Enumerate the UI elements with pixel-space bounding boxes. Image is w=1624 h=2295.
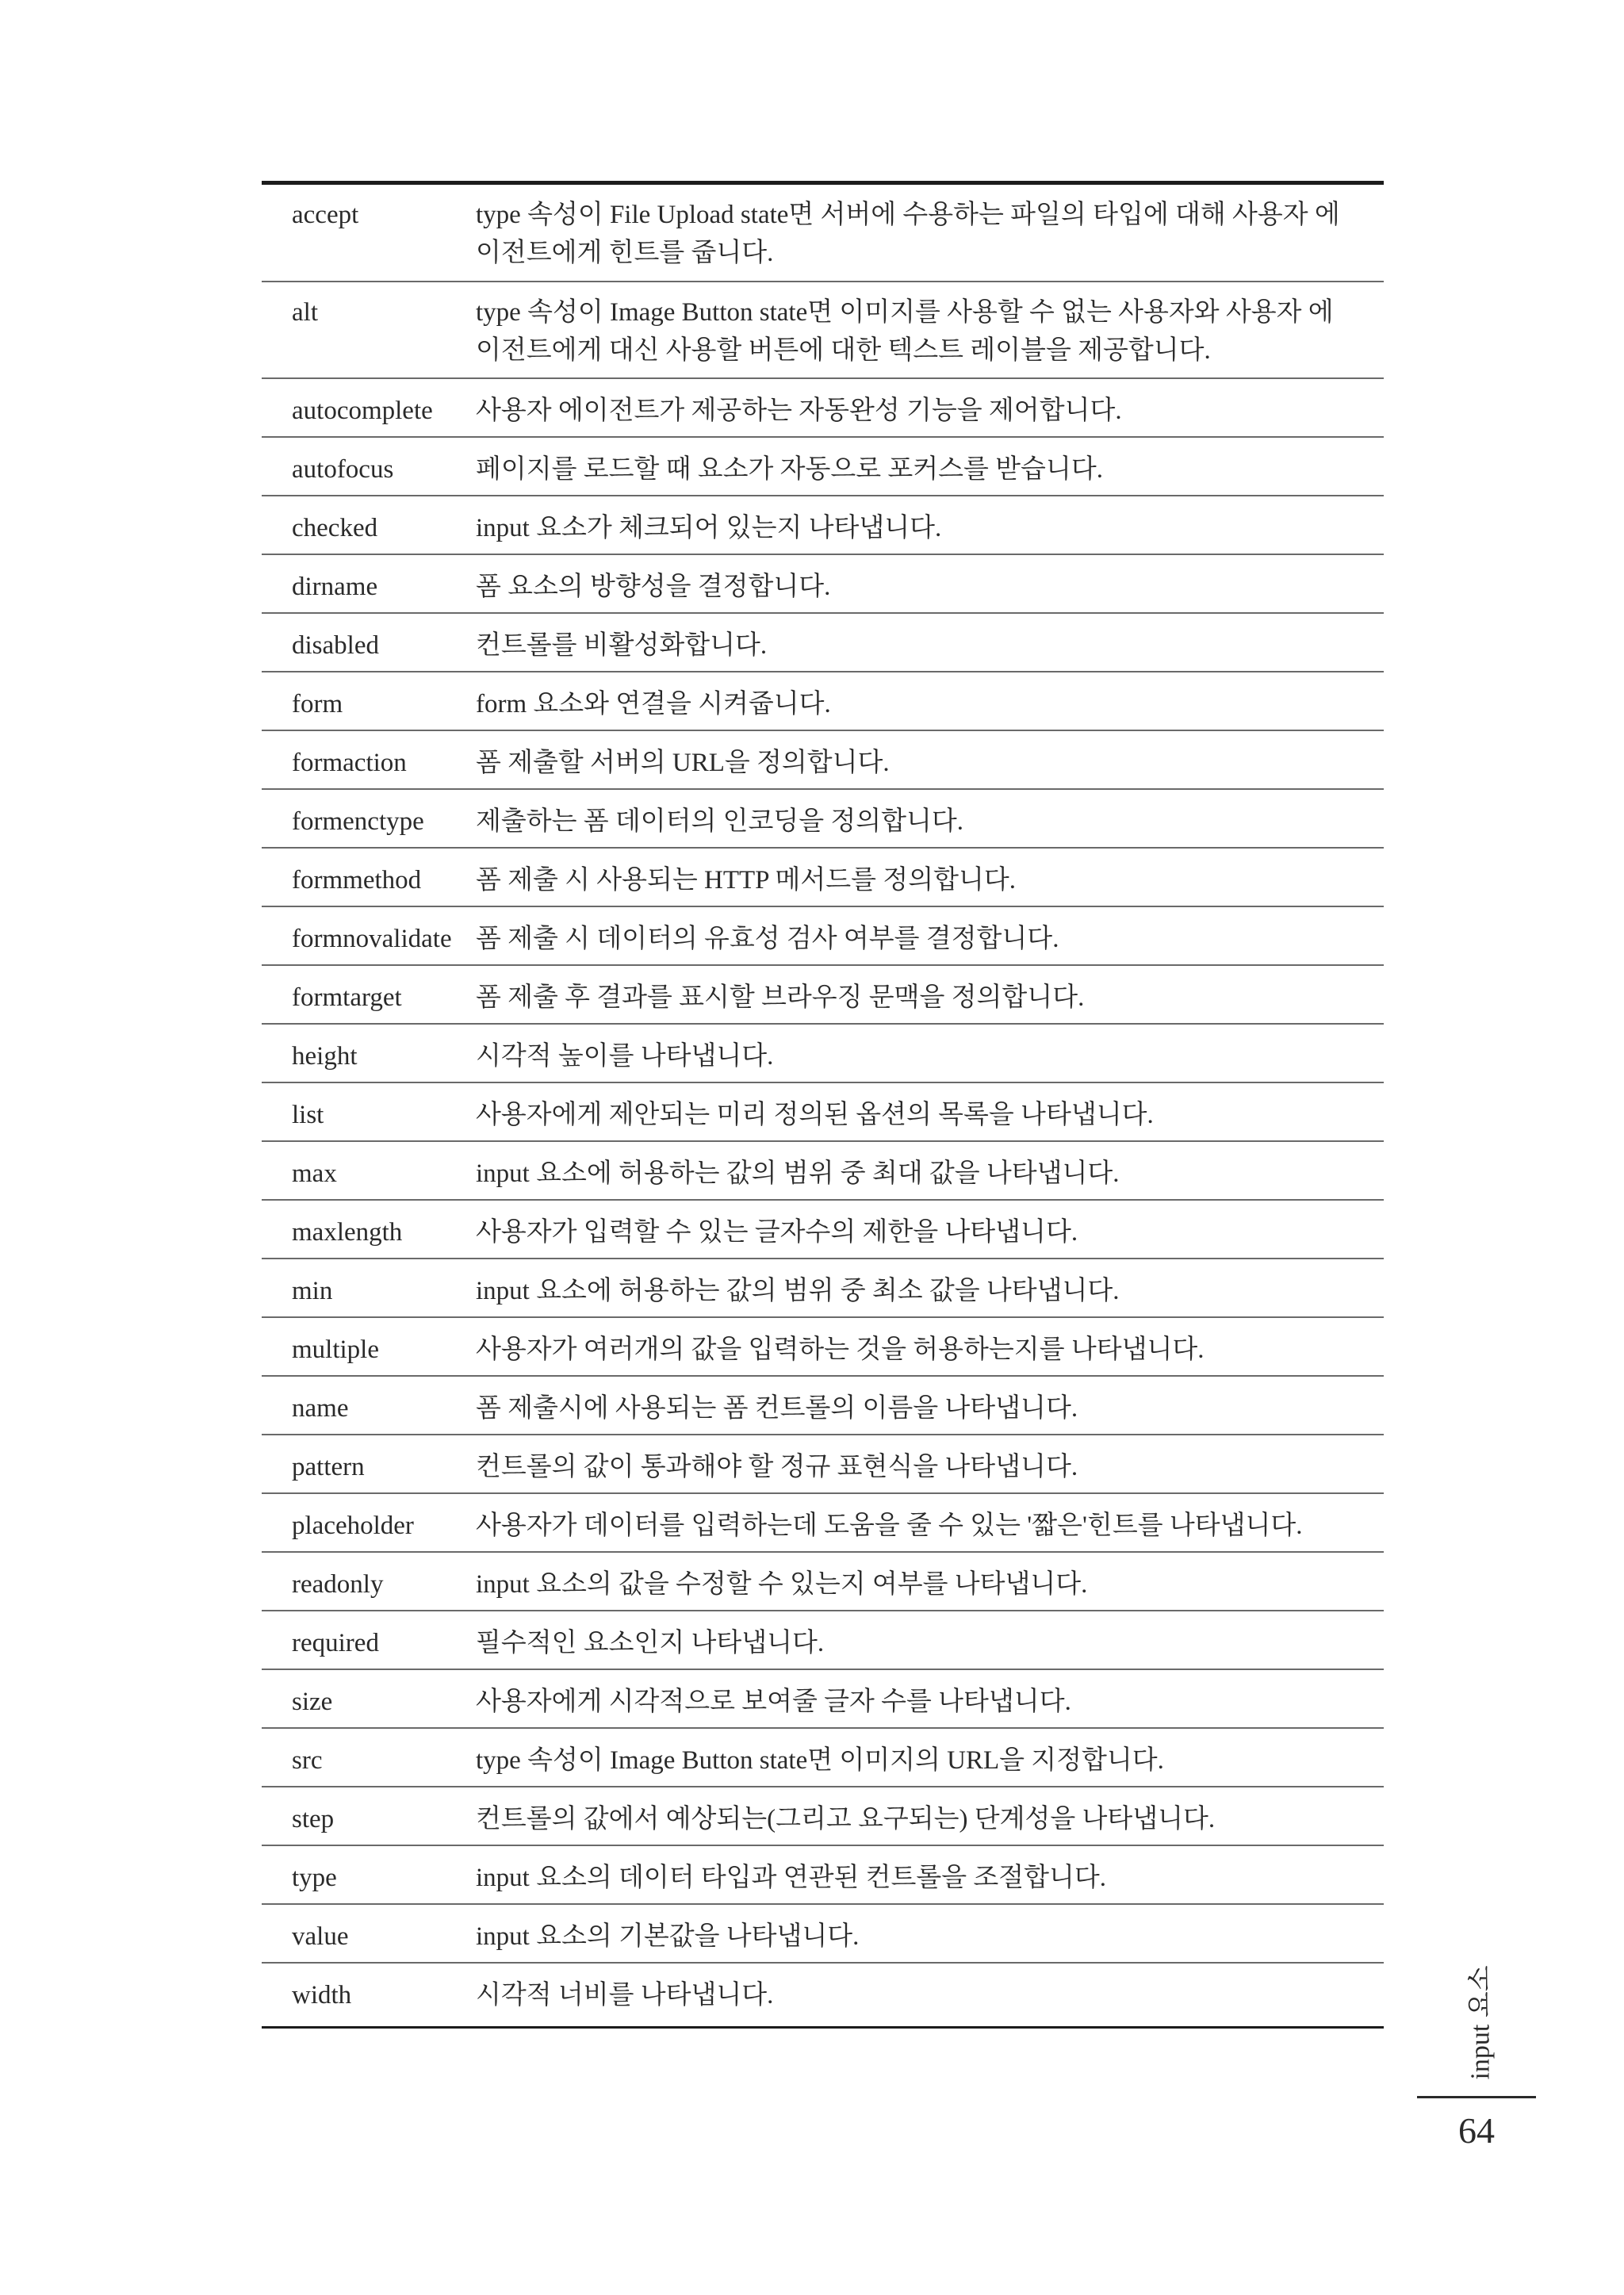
- attribute-name: autofocus: [292, 455, 394, 484]
- attribute-name: name: [292, 1394, 349, 1423]
- attribute-description: input 요소의 기본값을 나타냅니다.: [476, 1922, 860, 1951]
- attribute-description: input 요소의 값을 수정할 수 있는지 여부를 나타냅니다.: [476, 1570, 1088, 1599]
- table-row: [262, 1728, 1384, 1787]
- table-row: [262, 1376, 1384, 1435]
- table-row: [262, 1317, 1384, 1376]
- attribute-description: type 속성이 Image Button state면 이미지의 URL을 지정합니다.: [476, 1746, 1164, 1775]
- attribute-description: input 요소가 체크되어 있는지 나타냅니다.: [476, 514, 942, 542]
- table-row: [262, 1024, 1384, 1082]
- attribute-name: autocomplete: [292, 397, 433, 425]
- section-side-label: [1442, 1951, 1513, 2094]
- attribute-name: formmethod: [292, 866, 422, 895]
- attribute-description: 폼 요소의 방향성을 결정합니다.: [476, 573, 831, 601]
- attribute-name: min: [292, 1277, 333, 1305]
- attribute-name: value: [292, 1922, 349, 1951]
- attribute-name: step: [292, 1805, 335, 1833]
- attribute-name: width: [292, 1981, 352, 2010]
- attribute-description: 필수적인 요소인지 나타냅니다.: [476, 1629, 825, 1657]
- attribute-description: 컨트롤의 값에서 예상되는(그리고 요구되는) 단계성을 나타냅니다.: [476, 1805, 1216, 1833]
- attribute-name: size: [292, 1688, 333, 1716]
- attribute-description: 사용자가 여러개의 값을 입력하는 것을 허용하는지를 나타냅니다.: [476, 1335, 1205, 1364]
- table-row: [262, 789, 1384, 848]
- attribute-description: 사용자가 입력할 수 있는 글자수의 제한을 나타냅니다.: [476, 1218, 1078, 1247]
- table-row: [262, 554, 1384, 613]
- table-row: [262, 613, 1384, 672]
- attribute-description: 사용자가 데이터를 입력하는데 도움을 줄 수 있는 '짧은'힌트를 나타냅니다.: [476, 1511, 1303, 1540]
- attribute-name: max: [292, 1159, 337, 1188]
- table-row: [262, 1845, 1384, 1904]
- attribute-description: 시각적 너비를 나타냅니다.: [476, 1981, 774, 2010]
- table-row: [262, 1493, 1384, 1552]
- attribute-name: dirname: [292, 573, 378, 601]
- attribute-table-container: [262, 181, 1384, 2029]
- attribute-description: 컨트롤의 값이 통과해야 할 정규 표현식을 나타냅니다.: [476, 1453, 1078, 1481]
- attribute-table: [262, 185, 1384, 2026]
- attribute-name: list: [292, 1101, 324, 1129]
- attribute-description: 페이지를 로드할 때 요소가 자동으로 포커스를 받습니다.: [476, 455, 1103, 484]
- attribute-description: type 속성이 Image Button state면 이미지를 사용할 수 없는 사용자와 사용자 에이전트에게 대신 사용할 버튼에 대한 텍스트 레이블을 제공합니다.: [476, 298, 1334, 365]
- attribute-description: 폼 제출시에 사용되는 폼 컨트롤의 이름을 나타냅니다.: [476, 1394, 1078, 1423]
- attribute-description: 폼 제출 시 데이터의 유효성 검사 여부를 결정합니다.: [476, 925, 1059, 953]
- table-row: [262, 1611, 1384, 1669]
- page-number-rule: [1417, 2096, 1536, 2098]
- table-row: [262, 1435, 1384, 1493]
- attribute-name: alt: [292, 298, 318, 327]
- attribute-name: type: [292, 1864, 337, 1892]
- attribute-name: pattern: [292, 1453, 365, 1481]
- attribute-name: accept: [292, 201, 359, 229]
- attribute-name: placeholder: [292, 1511, 414, 1540]
- attribute-name: disabled: [292, 631, 379, 660]
- table-row: [262, 378, 1384, 437]
- attribute-description: 폼 제출 시 사용되는 HTTP 메서드를 정의합니다.: [476, 866, 1016, 895]
- table-row: [262, 496, 1384, 554]
- attribute-name: formenctype: [292, 807, 424, 836]
- attribute-description: 컨트롤를 비활성화합니다.: [476, 631, 768, 660]
- table-row: [262, 185, 1384, 282]
- table-row: [262, 1200, 1384, 1259]
- section-label-text: input 요소: [1465, 1964, 1496, 2080]
- attribute-name: formaction: [292, 749, 407, 777]
- table-row: [262, 1552, 1384, 1611]
- attribute-name: formnovalidate: [292, 925, 452, 953]
- attribute-description: 제출하는 폼 데이터의 인코딩을 정의합니다.: [476, 807, 964, 836]
- table-row: [262, 1141, 1384, 1200]
- attribute-name: readonly: [292, 1570, 384, 1599]
- attribute-description: 사용자 에이전트가 제공하는 자동완성 기능을 제어합니다.: [476, 397, 1122, 425]
- table-row: [262, 282, 1384, 378]
- table-row: [262, 848, 1384, 906]
- attribute-description: 폼 제출할 서버의 URL을 정의합니다.: [476, 749, 890, 777]
- table-row: [262, 1787, 1384, 1845]
- table-row: [262, 1904, 1384, 1963]
- attribute-name: form: [292, 690, 343, 718]
- attribute-name: formtarget: [292, 983, 402, 1012]
- attribute-description: type 속성이 File Upload state면 서버에 수용하는 파일의 타입에 대해 사용자 에이전트에게 힌트를 줍니다.: [476, 201, 1340, 267]
- attribute-table-body: [262, 185, 1384, 2026]
- table-row: [262, 730, 1384, 789]
- page-number: 64: [1458, 2110, 1495, 2151]
- table-row: [262, 965, 1384, 1024]
- table-row: [262, 1963, 1384, 2026]
- attribute-name: required: [292, 1629, 379, 1657]
- attribute-name: height: [292, 1042, 358, 1071]
- table-row: [262, 1082, 1384, 1141]
- attribute-name: src: [292, 1746, 323, 1775]
- table-row: [262, 1669, 1384, 1728]
- attribute-description: 사용자에게 제안되는 미리 정의된 옵션의 목록을 나타냅니다.: [476, 1101, 1154, 1129]
- attribute-description: input 요소에 허용하는 값의 범위 중 최소 값을 나타냅니다.: [476, 1277, 1120, 1305]
- attribute-description: input 요소의 데이터 타입과 연관된 컨트롤을 조절합니다.: [476, 1864, 1107, 1892]
- table-row: [262, 437, 1384, 496]
- table-row: [262, 906, 1384, 965]
- attribute-description: 폼 제출 후 결과를 표시할 브라우징 문맥을 정의합니다.: [476, 983, 1085, 1012]
- table-row: [262, 672, 1384, 730]
- attribute-name: maxlength: [292, 1218, 403, 1247]
- attribute-name: multiple: [292, 1335, 379, 1364]
- attribute-description: form 요소와 연결을 시켜줍니다.: [476, 690, 831, 718]
- attribute-name: checked: [292, 514, 378, 542]
- attribute-description: 사용자에게 시각적으로 보여줄 글자 수를 나타냅니다.: [476, 1688, 1071, 1716]
- attribute-description: input 요소에 허용하는 값의 범위 중 최대 값을 나타냅니다.: [476, 1159, 1120, 1188]
- table-row: [262, 1259, 1384, 1317]
- attribute-description: 시각적 높이를 나타냅니다.: [476, 1042, 774, 1071]
